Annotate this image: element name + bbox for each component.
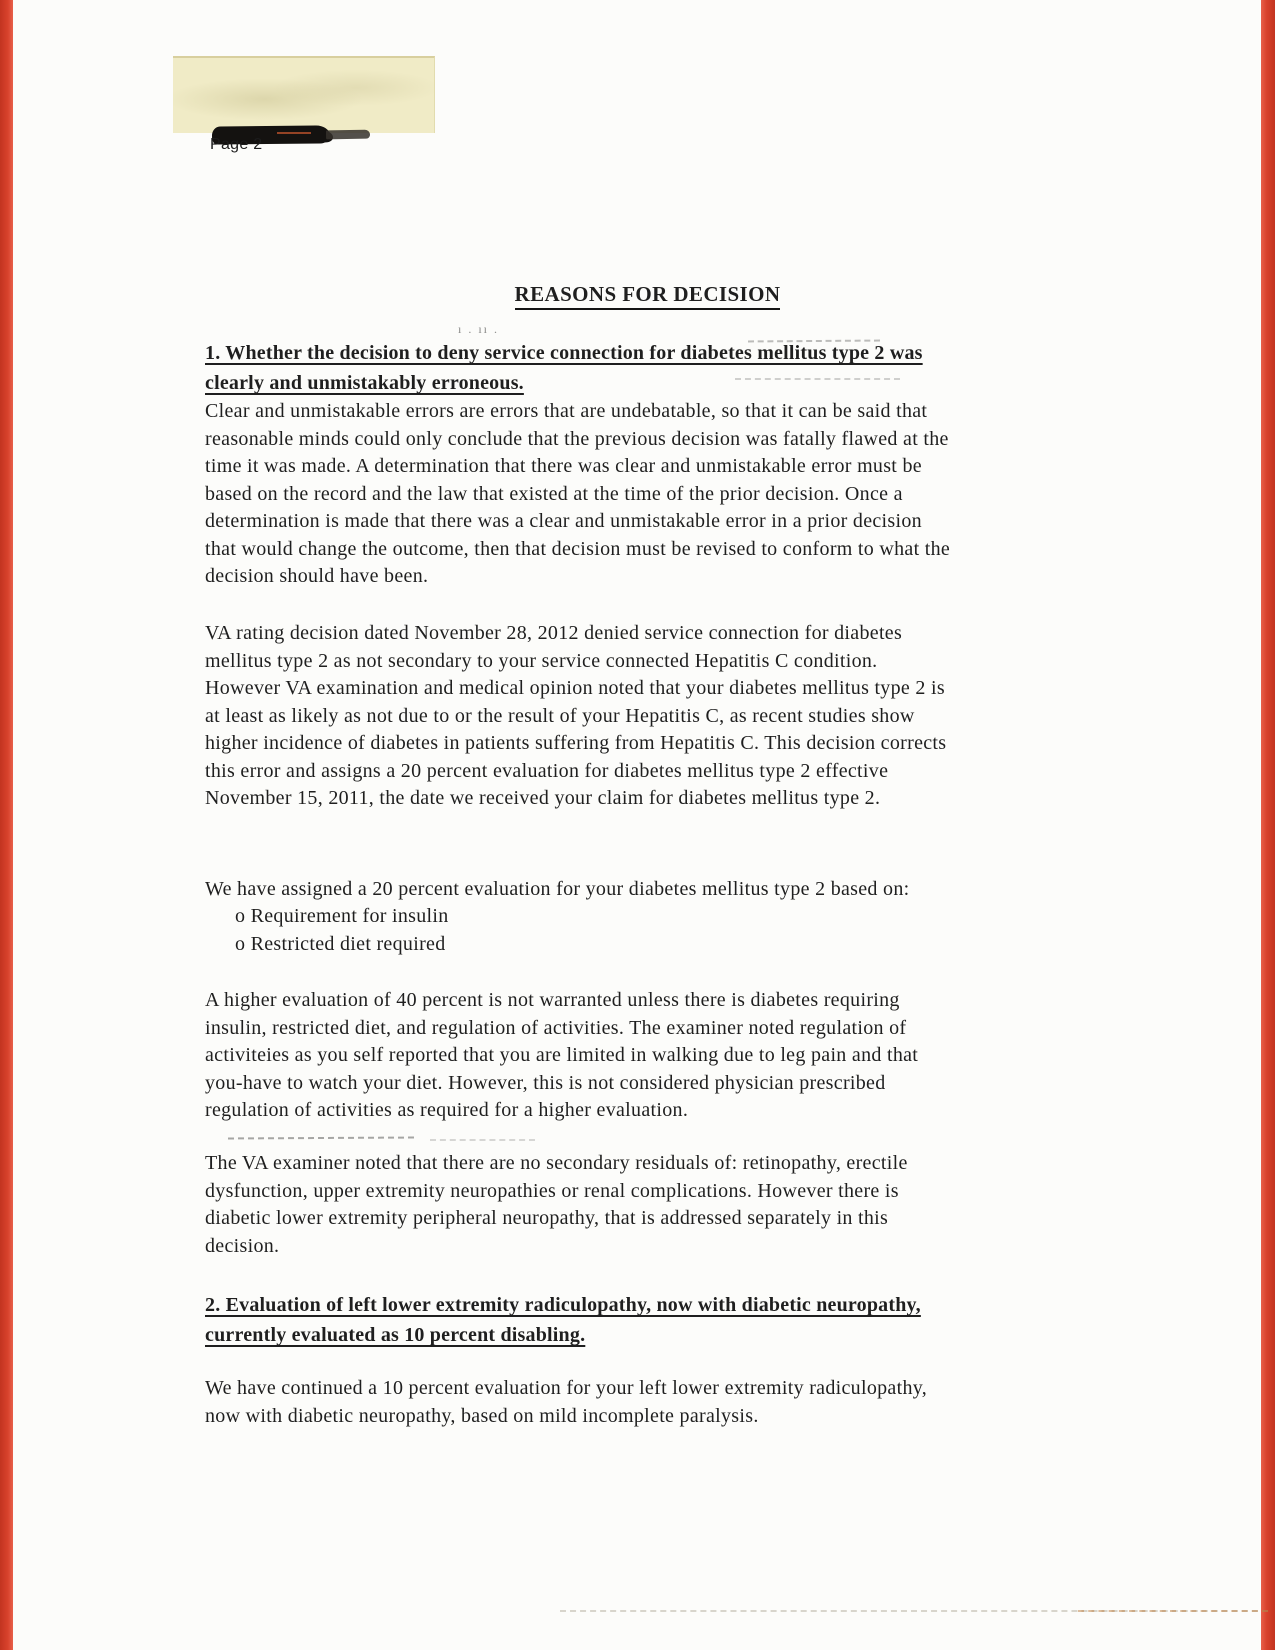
text-line: now with diabetic neuropathy, based on mild incomplete paralysis. — [205, 1404, 759, 1427]
page-number-label: Page 2 — [210, 136, 263, 153]
text-line: clearly and unmistakably erroneous. — [205, 372, 524, 394]
text-line: Clear and unmistakable errors are errors that are undebatable, so that it can be said that — [205, 400, 928, 422]
text-line: o Restricted diet required — [235, 932, 446, 955]
scan-bottom-dashed-line-dark — [1078, 1610, 1268, 1612]
document-title-text: REASONS FOR DECISION — [515, 282, 781, 310]
marker-red-streak — [277, 132, 311, 134]
section-1-heading — [205, 338, 1050, 398]
text-line: reasonable minds could only conclude that the previous decision was fatally flawed at the — [205, 427, 949, 450]
text-line: diabetic lower extremity peripheral neuropathy, that is addressed separately in this — [205, 1207, 889, 1229]
text-line: dysfunction, upper extremity neuropathies or renal complications. However there is — [205, 1179, 899, 1202]
text-line: However VA examination and medical opinion noted that your diabetes mellitus type 2 is — [205, 677, 945, 699]
section-2-heading — [205, 1290, 1050, 1350]
text-line: regulation of activities as required for a higher evaluation. — [205, 1099, 689, 1121]
text-line: insulin, restricted diet, and regulation of activities. The examiner noted regulation of — [205, 1016, 907, 1039]
text-line: VA rating decision dated November 28, 2012 denied service connection for diabetes — [205, 622, 903, 644]
text-line: decision. — [205, 1234, 280, 1257]
text-line: A higher evaluation of 40 percent is not warranted unless there is diabetes requiring — [205, 989, 900, 1011]
scan-smudge-line — [228, 1137, 414, 1140]
text-line: this error and assigns a 20 percent evaluation for diabetes mellitus type 2 effective — [205, 759, 889, 782]
text-line: at least as likely as not due to or the result of your Hepatitis C, as recent studies show — [205, 704, 915, 727]
evaluation-basis-list — [205, 903, 1050, 958]
black-marker-smudge-tail — [326, 130, 370, 140]
text-line: that would change the outcome, then that decision must be revised to conform to what the — [205, 537, 951, 560]
text-line: determination is made that there was a clear and unmistakable error in a prior decision — [205, 510, 922, 532]
yellow-highlight-redaction — [173, 56, 435, 133]
text-line: We have assigned a 20 percent evaluation for your diabetes mellitus type 2 based on: — [205, 878, 910, 900]
text-line: The VA examiner noted that there are no secondary residuals of: retinopathy, erectile — [205, 1152, 908, 1174]
text-line: you-have to watch your diet. However, this is not considered physician prescribed — [205, 1071, 886, 1094]
text-line: We have continued a 10 percent evaluation for your left lower extremity radiculopathy, — [205, 1377, 928, 1399]
scan-edge-artifact-left — [0, 0, 13, 1650]
scan-smudge-line — [430, 1139, 535, 1141]
text-line: activiteies as you self reported that you are limited in walking due to leg pain and that — [205, 1044, 919, 1066]
document-title — [230, 282, 1065, 310]
text-line: o Requirement for insulin — [235, 905, 449, 927]
scan-edge-artifact-right — [1261, 0, 1275, 1650]
text-line: time it was made. A determination that there was clear and unmistakable error must be — [205, 455, 922, 477]
paragraph-cue-standard — [205, 398, 1050, 591]
text-line: currently evaluated as 10 percent disabling. — [205, 1324, 586, 1346]
text-line: 2. Evaluation of left lower extremity radiculopathy, now with diabetic neuropathy, — [205, 1294, 921, 1316]
text-line: November 15, 2011, the date we received your claim for diabetes mellitus type 2. — [205, 787, 881, 809]
paragraph-secondary-residuals — [205, 1150, 1050, 1260]
paragraph-continued-evaluation — [205, 1375, 1050, 1430]
text-line: mellitus type 2 as not secondary to your service connected Hepatitis C condition. — [205, 649, 878, 672]
text-line: higher incidence of diabetes in patients suffering from Hepatitis C. This decision corrects — [205, 732, 947, 754]
text-line: 1. Whether the decision to deny service connection for diabetes mellitus type 2 was — [205, 342, 923, 364]
text-line: based on the record and the law that existed at the time of the prior decision. Once a — [205, 482, 903, 505]
scan-stray-marks: ı . ıı . — [458, 322, 500, 336]
paragraph-rating-decision — [205, 620, 1050, 813]
paragraph-higher-evaluation — [205, 987, 1050, 1125]
paragraph-evaluation-basis-intro — [205, 876, 1050, 904]
text-line: decision should have been. — [205, 565, 429, 587]
